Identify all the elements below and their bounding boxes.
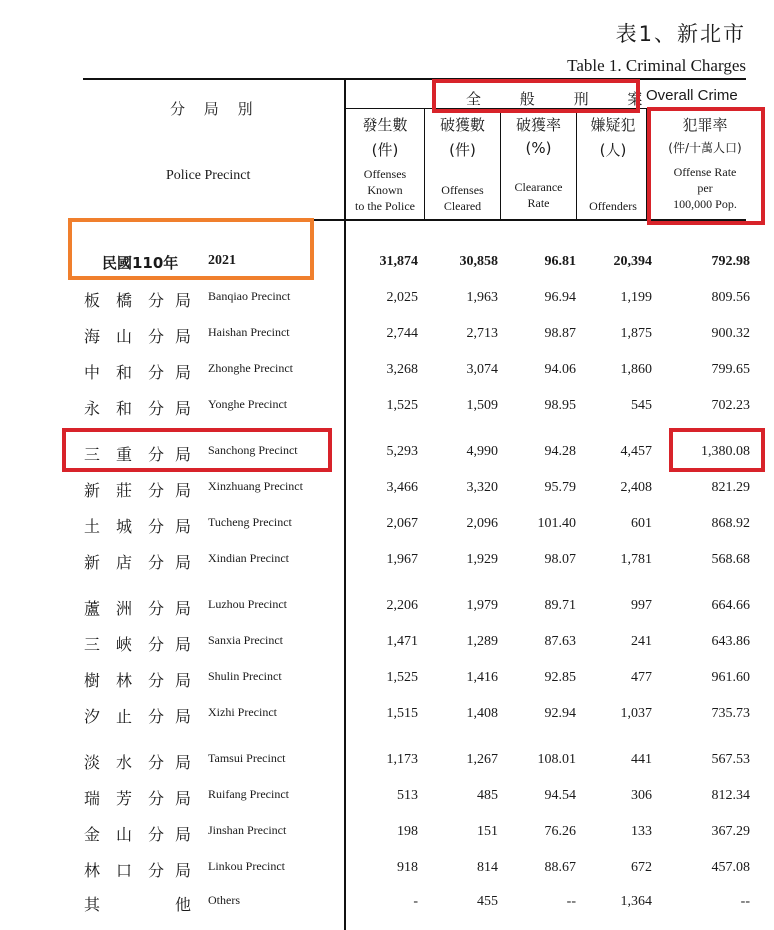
table-title-en: Table 1. Criminal Charges [567,56,746,75]
precinct-name-zh-char: 城 [116,517,133,536]
col-header-en-line: Known [367,183,403,197]
precinct-name-zh-char: 局 [175,707,192,726]
cell-offenses-known: 1,525 [386,670,418,685]
col-header-offenses-known [346,114,424,214]
table-row [0,748,774,774]
col-header-en-line: to the Police [355,199,415,213]
cell-offenses-cleared: 1,963 [466,290,498,305]
precinct-name-en: Xindian Precinct [208,551,289,565]
precinct-name-zh-char: 局 [175,363,192,382]
cell-clearance-rate: 76.26 [544,824,576,839]
cell-offenses-cleared: 1,267 [466,752,498,767]
precinct-name-zh-char: 洲 [116,599,133,618]
precinct-name-zh-char: 局 [175,517,192,536]
col-header-en [577,198,649,214]
stub-header-en: Police Precinct [166,168,251,183]
table-title-zh: 表1、新北市 [615,22,746,46]
table-row [0,358,774,384]
cell-clearance-rate: 94.28 [544,444,576,459]
precinct-name-zh-char: 橋 [116,291,133,310]
col-header-unit: (%) [525,139,552,157]
cell-offense-rate: 868.92 [711,516,750,531]
cell-clearance-rate: 98.95 [544,398,576,413]
cell-clearance-rate: 108.01 [537,752,576,767]
precinct-name-zh-char: 金 [84,825,101,844]
precinct-name-en: Xizhi Precinct [208,705,277,719]
col-header-en [346,166,424,214]
precinct-name-zh-char: 局 [175,861,192,880]
cell-offenses-known: 1,471 [386,634,418,649]
cell-offenders: 4,457 [620,444,652,459]
precinct-name-zh-char: 蘆 [84,599,101,618]
cell-offenses-known: 3,466 [386,480,418,495]
precinct-name-zh-char: 店 [116,553,133,572]
col-header-en-line: Rate [527,196,550,210]
cell-offense-rate: -- [740,894,750,909]
cell-offenders: 601 [631,516,652,531]
precinct-name-zh-char: 林 [84,861,101,880]
precinct-name-zh-char: 分 [148,707,165,726]
cell-offenses-known: 2,067 [386,516,418,531]
table-row [0,476,774,502]
precinct-name-en: Zhonghe Precinct [208,361,293,375]
precinct-name-zh-char: 峽 [116,635,133,654]
col-header-en-line: Offenders [589,199,637,213]
col-header-en [501,179,576,211]
cell-offense-rate: 457.08 [711,860,750,875]
cell-offenses-known: 1,515 [386,706,418,721]
precinct-name-zh-char: 分 [148,789,165,808]
cell-clearance-rate: 88.67 [544,860,576,875]
precinct-name-zh-char: 山 [116,327,133,346]
precinct-name-zh-char: 止 [116,707,133,726]
cell-offenders: 306 [631,788,652,803]
cell-offenses-cleared: 1,979 [466,598,498,613]
cell-offenders: 1,037 [620,706,652,721]
precinct-name-zh-char: 他 [175,895,192,914]
cell-clearance-rate: -- [566,894,576,909]
precinct-name-zh-char: 局 [175,445,192,464]
table-row [0,784,774,810]
cell-offenders: 2,408 [620,480,652,495]
cell-offenses-cleared: 1,509 [466,398,498,413]
precinct-name-zh-char: 分 [148,553,165,572]
precinct-name-zh-char: 分 [148,599,165,618]
precinct-name-en: Luzhou Precinct [208,597,287,611]
table-row [0,702,774,728]
precinct-name-zh-char: 中 [84,363,101,382]
precinct-name-zh-char: 局 [175,327,192,346]
cell-offense-rate: 799.65 [711,362,750,377]
precinct-name-zh-char: 局 [175,789,192,808]
precinct-name-en: Ruifang Precinct [208,787,289,801]
table-row [0,890,774,916]
cell-clearance-rate: 92.94 [544,706,576,721]
table-row [0,394,774,420]
cell-offenses-known: 1,967 [386,552,418,567]
precinct-name-zh-char: 分 [148,861,165,880]
col-header-offenders [577,114,649,214]
cell-offenders: 477 [631,670,652,685]
cell-clearance-rate: 92.85 [544,670,576,685]
cell-offenses-cleared: 3,320 [466,480,498,495]
precinct-name-zh-char: 土 [84,517,101,536]
precinct-name-zh-char: 瑞 [84,789,101,808]
precinct-name-zh-char: 分 [148,825,165,844]
cell-clearance-rate: 94.06 [544,362,576,377]
cell-offense-rate: 568.68 [711,552,750,567]
cell-offense-rate: 812.34 [711,788,750,803]
precinct-name-zh-char: 分 [148,363,165,382]
col-header-unit: (件) [371,141,399,159]
precinct-name-zh-char: 海 [84,327,101,346]
cell-clearance-rate: 101.40 [537,516,576,531]
col-header-zh: 犯罪率 [682,116,728,134]
stub-header-char: 局 [203,100,219,118]
cell-clearance-rate: 95.79 [544,480,576,495]
col-header-unit: (件) [449,141,476,159]
total-year-en: 2021 [208,253,236,268]
precinct-name-zh-char: 分 [148,445,165,464]
highlight-sanchong-rate [669,428,765,472]
precinct-name-zh-char: 淡 [84,753,101,772]
precinct-name-en: Shulin Precinct [208,669,282,683]
col-header-offenses-cleared [425,114,500,214]
col-header-unit: (人) [599,141,627,159]
cell-offense-rate: 735.73 [711,706,750,721]
highlight-total-year [68,218,314,280]
cell-offenses-known: 2,744 [386,326,418,341]
col-header-en-line: Clearance [514,180,563,194]
precinct-name-zh-char: 局 [175,753,192,772]
cell-offenders: 1,781 [620,552,652,567]
cell-clearance-rate: 94.54 [544,788,576,803]
highlight-sanchong-row [62,428,332,472]
col-header-en-line: 100,000 Pop. [673,197,737,211]
col-header-en-line: Offense Rate [673,165,737,179]
precinct-name-zh-char: 三 [84,635,101,654]
precinct-name-en: Sanxia Precinct [208,633,283,647]
precinct-name-zh-char: 汐 [84,707,101,726]
cell-clearance-rate: 98.87 [544,326,576,341]
cell-offenses-known: 31,874 [379,254,418,269]
table-row [0,548,774,574]
precinct-name-zh-char: 局 [175,399,192,418]
group-header-char: 全 [466,90,482,108]
precinct-name-en: Haishan Precinct [208,325,290,339]
precinct-name-zh-char: 局 [175,553,192,572]
cell-offenses-cleared: 485 [477,788,498,803]
cell-offense-rate: 643.86 [711,634,750,649]
precinct-name-zh-char: 口 [116,861,133,880]
cell-offenders: 1,364 [620,894,652,909]
precinct-name-zh-char: 樹 [84,671,101,690]
cell-offense-rate: 567.53 [711,752,750,767]
precinct-name-zh-char: 局 [175,599,192,618]
col-header-en-line: Cleared [443,199,482,213]
cell-offenders: 672 [631,860,652,875]
precinct-name-zh-char: 分 [148,635,165,654]
cell-offenders: 441 [631,752,652,767]
cell-offenses-cleared: 2,713 [466,326,498,341]
cell-offenders: 20,394 [613,254,652,269]
precinct-name-en: Yonghe Precinct [208,397,288,411]
precinct-name-zh-char: 局 [175,481,192,500]
cell-offenses-known: 1,525 [386,398,418,413]
precinct-name-zh-char: 芳 [116,789,133,808]
precinct-name-zh-char: 永 [84,399,101,418]
precinct-name-zh-char: 分 [148,753,165,772]
cell-offenses-cleared: 151 [477,824,498,839]
precinct-name-en: Jinshan Precinct [208,823,287,837]
cell-offense-rate: 961.60 [711,670,750,685]
precinct-name-zh-char: 水 [116,753,133,772]
highlight-group-header [432,79,643,113]
cell-offenses-known: 1,173 [386,752,418,767]
total-year-zh: 民國110年 [102,254,179,272]
group-header-en: Overall Crime [646,87,738,104]
precinct-name-zh-char: 和 [116,363,133,382]
cell-offenses-known: 3,268 [386,362,418,377]
cell-offenses-known: 5,293 [386,444,418,459]
cell-offenders: 1,860 [620,362,652,377]
cell-offenders: 133 [631,824,652,839]
cell-clearance-rate: 98.07 [544,552,576,567]
table-row [0,594,774,620]
precinct-name-en: Linkou Precinct [208,859,285,873]
table-row [0,512,774,538]
table-row [0,856,774,882]
col-header-en [425,182,500,214]
precinct-name-en: Tucheng Precinct [208,515,292,529]
col-header-en-line: Offenses [441,183,484,197]
precinct-name-zh-char: 局 [175,291,192,310]
stub-header-char: 別 [237,100,253,118]
cell-offenses-cleared: 30,858 [459,254,498,269]
precinct-name-zh-char: 局 [175,635,192,654]
precinct-name-zh-char: 分 [148,481,165,500]
cell-offenses-known: 918 [397,860,418,875]
precinct-name-zh-char: 分 [148,517,165,536]
precinct-name-zh-char: 新 [84,481,101,500]
cell-offense-rate: 367.29 [711,824,750,839]
cell-offenses-known: 198 [397,824,418,839]
cell-offense-rate: 664.66 [711,598,750,613]
precinct-name-en: Tamsui Precinct [208,751,286,765]
cell-offense-rate: 821.29 [711,480,750,495]
table-row [0,630,774,656]
col-header-zh: 發生數 [362,116,408,134]
cell-offense-rate: 792.98 [711,254,750,269]
group-header-char: 般 [519,90,535,108]
cell-clearance-rate: 87.63 [544,634,576,649]
cell-offenses-known: - [413,894,418,909]
table-row [0,286,774,312]
precinct-name-zh-char: 新 [84,553,101,572]
stub-header-char: 分 [170,100,186,118]
cell-offenses-cleared: 1,289 [466,634,498,649]
highlight-offense-rate-header [647,107,765,225]
cell-clearance-rate: 96.94 [544,290,576,305]
cell-offense-rate: 1,380.08 [701,444,750,459]
cell-clearance-rate: 96.81 [544,254,576,269]
table-row [0,666,774,692]
precinct-name-zh-char: 其 [84,895,101,914]
col-header-clearance-rate [501,114,576,211]
group-header-char: 刑 [573,90,589,108]
precinct-name-zh-char: 林 [116,671,133,690]
precinct-name-zh-char: 板 [84,291,101,310]
cell-offenses-cleared: 4,990 [466,444,498,459]
precinct-name-zh-char: 三 [84,445,101,464]
precinct-name-zh-char: 局 [175,671,192,690]
cell-offenders: 1,875 [620,326,652,341]
precinct-name-zh-char: 分 [148,399,165,418]
col-header-en-line: per [697,181,713,195]
precinct-name-en: Banqiao Precinct [208,289,291,303]
precinct-name-zh-char: 分 [148,291,165,310]
cell-offenders: 1,199 [620,290,652,305]
cell-offense-rate: 900.32 [711,326,750,341]
precinct-name-zh-char: 分 [148,327,165,346]
cell-offense-rate: 702.23 [711,398,750,413]
table-row [0,322,774,348]
col-header-zh: 嫌疑犯 [590,116,636,134]
precinct-name-zh-char: 重 [116,445,133,464]
col-header-unit: (件/十萬人口) [668,141,742,155]
top-rule [83,78,746,80]
cell-offenses-cleared: 1,416 [466,670,498,685]
cell-offenses-cleared: 3,074 [466,362,498,377]
table-row [0,820,774,846]
cell-offenders: 241 [631,634,652,649]
precinct-name-en: Others [208,893,240,907]
precinct-name-zh-char: 和 [116,399,133,418]
precinct-name-zh-char: 莊 [116,481,133,500]
precinct-name-zh-char: 分 [148,671,165,690]
cell-offenses-cleared: 2,096 [466,516,498,531]
cell-offenses-cleared: 1,408 [466,706,498,721]
col-header-zh: 破獲數 [439,116,485,134]
cell-offenders: 997 [631,598,652,613]
col-header-zh: 破獲率 [515,116,561,134]
precinct-name-en: Sanchong Precinct [208,443,298,457]
cell-clearance-rate: 89.71 [544,598,576,613]
cell-offenses-known: 2,025 [386,290,418,305]
cell-offenses-known: 2,206 [386,598,418,613]
precinct-name-zh-char: 山 [116,825,133,844]
cell-offenders: 545 [631,398,652,413]
precinct-name-en: Xinzhuang Precinct [208,479,303,493]
precinct-name-zh-char: 局 [175,825,192,844]
cell-offense-rate: 809.56 [711,290,750,305]
cell-offenses-cleared: 455 [477,894,498,909]
group-header-char: 案 [627,90,643,108]
col-header-en-line: Offenses [363,167,407,181]
stub-header-zh [170,98,253,119]
cell-offenses-cleared: 1,929 [466,552,498,567]
cell-offenses-cleared: 814 [477,860,498,875]
cell-offenses-known: 513 [397,788,418,803]
